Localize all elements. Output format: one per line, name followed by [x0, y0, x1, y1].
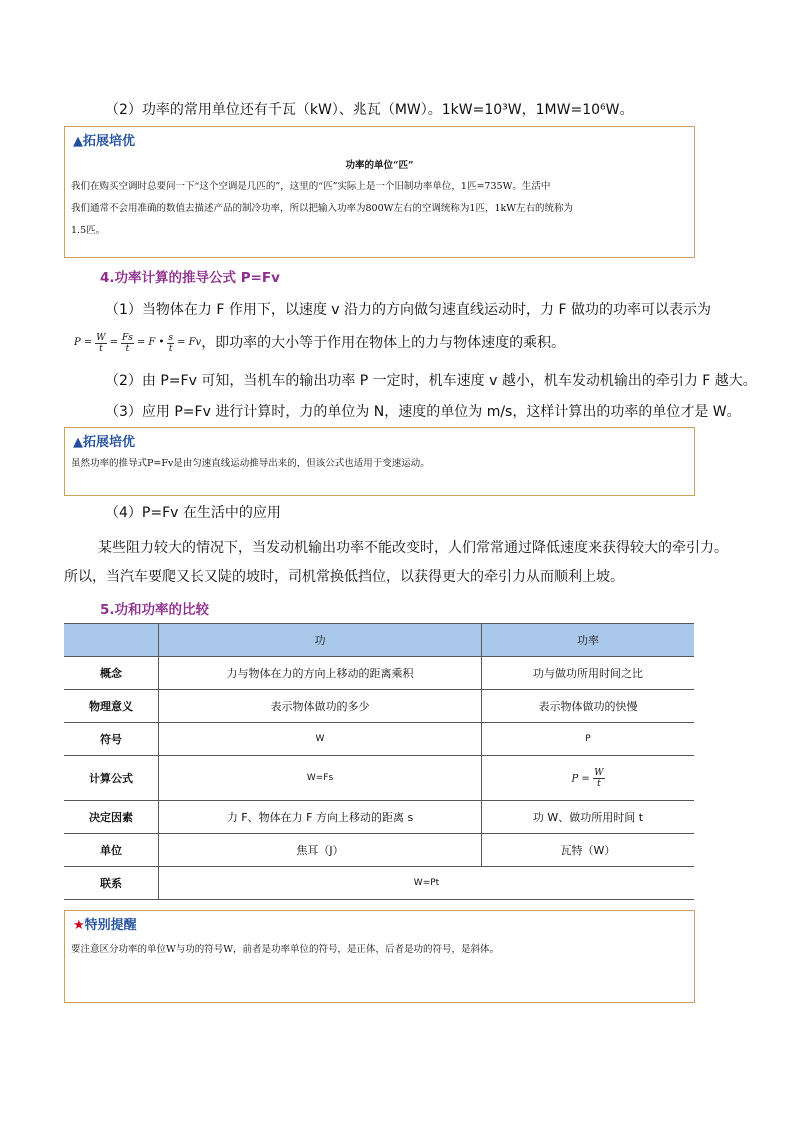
reminder-box: [64, 910, 695, 1003]
formula-tail: ，即功率的大小等于作用在物体上的力与物体速度的乘积。: [201, 335, 566, 351]
cell-work: 力 F、物体在力 F 方向上移动的距离 s: [159, 801, 482, 834]
cell-work: W: [159, 723, 482, 756]
formula-lhs: P =: [74, 337, 93, 348]
header-cell: [64, 624, 159, 657]
box-title: ▲拓展培优: [73, 134, 135, 149]
cell-work: 表示物体做功的多少: [159, 690, 482, 723]
table-header-row: [64, 624, 694, 657]
paragraph-4-2: （2）由 P=Fv 可知，当机车的输出功率 P 一定时，机车速度 v 越小，机车发动机输出的牵引力 F 越大。: [105, 373, 757, 389]
paragraph-4-5b: 所以，当汽车要爬又长又陡的坡时，司机常换低挡位，以获得更大的牵引力从而顺利上坡。: [64, 569, 624, 585]
paragraph-units: （2）功率的常用单位还有千瓦（kW）、兆瓦（MW）。1kW=10³W，1MW=10⁶W。: [105, 102, 634, 118]
cell-power: P: [482, 723, 695, 756]
box-line: 我们在购买空调时总要问一下“这个空调是几匹的”，这里的“匹”实际上是一个旧制功率单位，1匹=735W。生活中: [71, 181, 551, 192]
cell-work: W=Fs: [159, 756, 482, 801]
table-row: [64, 690, 694, 723]
fraction-s-t: $\frac{s}{t}$: [168, 332, 174, 354]
row-label: 联系: [64, 867, 159, 900]
box-line: 虽然功率的推导式P=Fv是由匀速直线运动推导出来的，但该公式也适用于变速运动。: [71, 458, 430, 469]
row-label: 决定因素: [64, 801, 159, 834]
box-line: 要注意区分功率的单位W与功的符号W，前者是功率单位的符号，是正体，后者是功的符号，是斜体。: [71, 944, 500, 955]
paragraph-4-3: （3）应用 P=Fv 进行计算时，力的单位为 N，速度的单位为 m/s，这样计算出的功率的单位才是 W。: [105, 404, 741, 420]
fraction-w-t: $\frac{W}{t}$: [96, 332, 106, 354]
comparison-table: [64, 623, 694, 900]
box-title: ▲拓展培优: [73, 435, 135, 450]
paragraph-4-4: （4）P=Fv 在生活中的应用: [105, 505, 281, 521]
box-line: 我们通常不会用准确的数值去描述产品的制冷功率，所以把输入功率为800W左右的空调统称为1匹，1kW左右的统称为: [71, 203, 574, 214]
cell-power: 表示物体做功的快慢: [482, 690, 695, 723]
formula-line: [74, 326, 565, 360]
fraction-fs-t: $\frac{Fs}{t}$: [121, 332, 133, 354]
section-heading-5: 5.功和功率的比较: [100, 602, 210, 618]
row-label: 概念: [64, 657, 159, 690]
paragraph-4-1: （1）当物体在力 F 作用下，以速度 v 沿力的方向做匀速直线运动时，力 F 做功的功率可以表示为: [105, 302, 711, 318]
box-line: 1.5匹。: [71, 225, 106, 236]
row-label: 单位: [64, 834, 159, 867]
row-label: 符号: [64, 723, 159, 756]
formula-eq: = Fv: [177, 337, 202, 348]
table-row: [64, 801, 694, 834]
section-heading-4: 4.功率计算的推导公式 P=Fv: [100, 270, 280, 286]
cell-relation: W=Pt: [159, 867, 695, 900]
paragraph-4-5a: 某些阻力较大的情况下，当发动机输出功率不能改变时，人们常常通过降低速度来获得较大的牵引力。: [98, 540, 728, 556]
cell-power: 功 W、做功所用时间 t: [482, 801, 695, 834]
header-cell: 功率: [482, 624, 695, 657]
header-cell: 功: [159, 624, 482, 657]
box-subtitle: 功率的单位“匹”: [345, 160, 414, 171]
table-row: [64, 723, 694, 756]
extension-box-2: [64, 427, 695, 496]
box-title: [73, 914, 137, 933]
table-row: [64, 867, 694, 900]
extension-box-1: [64, 126, 695, 258]
formula-lhs: P =: [571, 773, 590, 784]
table-row: [64, 756, 694, 801]
formula-eq: =: [109, 337, 118, 348]
table-row: [64, 834, 694, 867]
cell-power: 瓦特（W）: [482, 834, 695, 867]
cell-power: [482, 756, 695, 801]
star-icon: ★: [73, 918, 85, 933]
cell-work: 力与物体在力的方向上移动的距离乘积: [159, 657, 482, 690]
table-row: [64, 657, 694, 690]
row-label: 计算公式: [64, 756, 159, 801]
row-label: 物理意义: [64, 690, 159, 723]
fraction-w-t: $\frac{W}{t}$: [594, 767, 604, 789]
cell-power: 功与做功所用时间之比: [482, 657, 695, 690]
box-title-text: 特别提醒: [84, 918, 137, 933]
cell-work: 焦耳（J）: [159, 834, 482, 867]
formula-eq: = F •: [136, 337, 165, 348]
